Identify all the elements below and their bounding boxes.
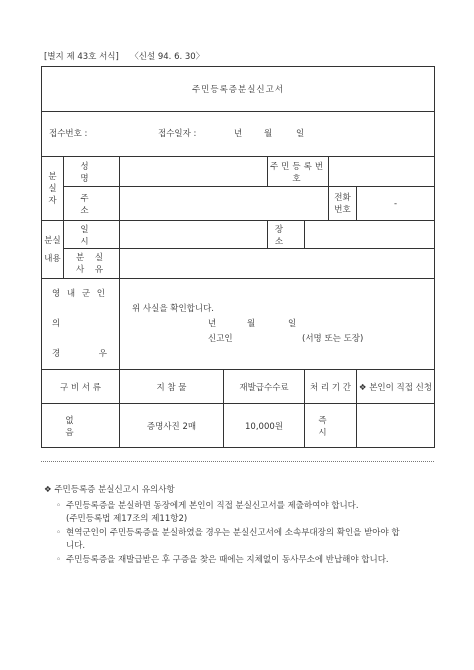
fee-header-items: 지 참 물 [120,370,224,404]
fee-header-fee: 재발급수수료 [224,370,305,404]
reporter-label: 신고인 [208,333,233,344]
resident-number-field[interactable] [329,157,435,187]
fee-header-period: 처 리 기 간 [305,370,357,404]
fee-header-note: ❖ 본인이 직접 신청 [357,370,435,404]
loss-reason-label: 분 실 사 유 [64,249,120,279]
notes-section [44,484,436,567]
star-icon: ❖ [358,382,367,393]
confirmation-statement: 위 사실을 확인합니다. [132,303,215,314]
signature-label: (서명 또는 도장) [302,333,364,344]
bullet-icon: ◦ [56,500,62,511]
reception-row [42,112,435,157]
fee-value-row [42,404,435,448]
star-icon: ❖ [44,485,52,495]
phone-field[interactable]: - [357,187,435,221]
fee-header-row [42,370,435,404]
receipt-month: 월 [264,129,273,139]
lost-person-group-label: 분 실 자 [42,157,64,221]
name-label: 성 명 [64,157,120,187]
loss-place-label: 장 소 [268,221,305,249]
loss-reason-field[interactable] [120,249,435,279]
name-field[interactable] [120,157,268,187]
bullet-icon: ◦ [56,527,62,538]
address-label: 주 소 [64,187,120,221]
fee-value-fee: 10,000원 [224,404,305,448]
note-item: ◦ 현역군인이 주민등록증을 분실하였을 경우는 분실신고서에 소속부대장의 확인을 받아야 합 니다. [56,527,400,551]
dotted-divider [41,461,434,462]
bullet-icon: ◦ [56,554,62,565]
loss-date-field[interactable] [120,221,268,249]
form-title: 주민등록증분실신고서 [42,67,435,112]
report-form [41,66,435,448]
receipt-day: 일 [296,129,305,139]
fee-value-period: 즉 시 [305,404,357,448]
confirmation-box: 위 사실을 확인합니다. 년 월 일 신고인 (서명 또는 도장) [120,279,435,370]
confirmation-label: 영 내 군 인 의 경 우 [42,279,120,370]
fee-value-note [357,404,435,448]
phone-label: 전화 번호 [329,187,357,221]
resident-number-label: 주민등록번호 [268,157,329,187]
loss-date-label: 일 시 [64,221,120,249]
loss-details-group-label: 분실 내용 [42,221,64,279]
receipt-year: 년 [234,129,243,139]
form-header [44,50,204,62]
note-item: ◦ 주민등록증을 분실하면 동장에게 본인이 직접 분실신고서를 제출하여야 합니다. (주민등록법 제17조의 제11항2) [56,500,359,524]
note-item: ◦ 주민등록증을 재발급받은 후 구증을 찾은 때에는 지체없이 동사무소에 반납해야 합니다. [44,554,436,568]
fee-value-items: 증명사진 2매 [120,404,224,448]
address-field[interactable] [120,187,329,221]
form-number: [별지 제 43호 서식] [44,52,119,62]
receipt-number-label: 접수번호 : [49,129,88,139]
receipt-date-label: 접수일자 : [158,129,197,139]
fee-value-documents: 없 음 [42,404,120,448]
fee-header-documents: 구 비 서 류 [42,370,120,404]
revision-date: 〈신설 94. 6. 30〉 [130,52,205,62]
loss-place-field[interactable] [305,221,435,249]
notes-heading: ❖ 주민등록증 분실신고시 유의사항 [44,485,175,495]
